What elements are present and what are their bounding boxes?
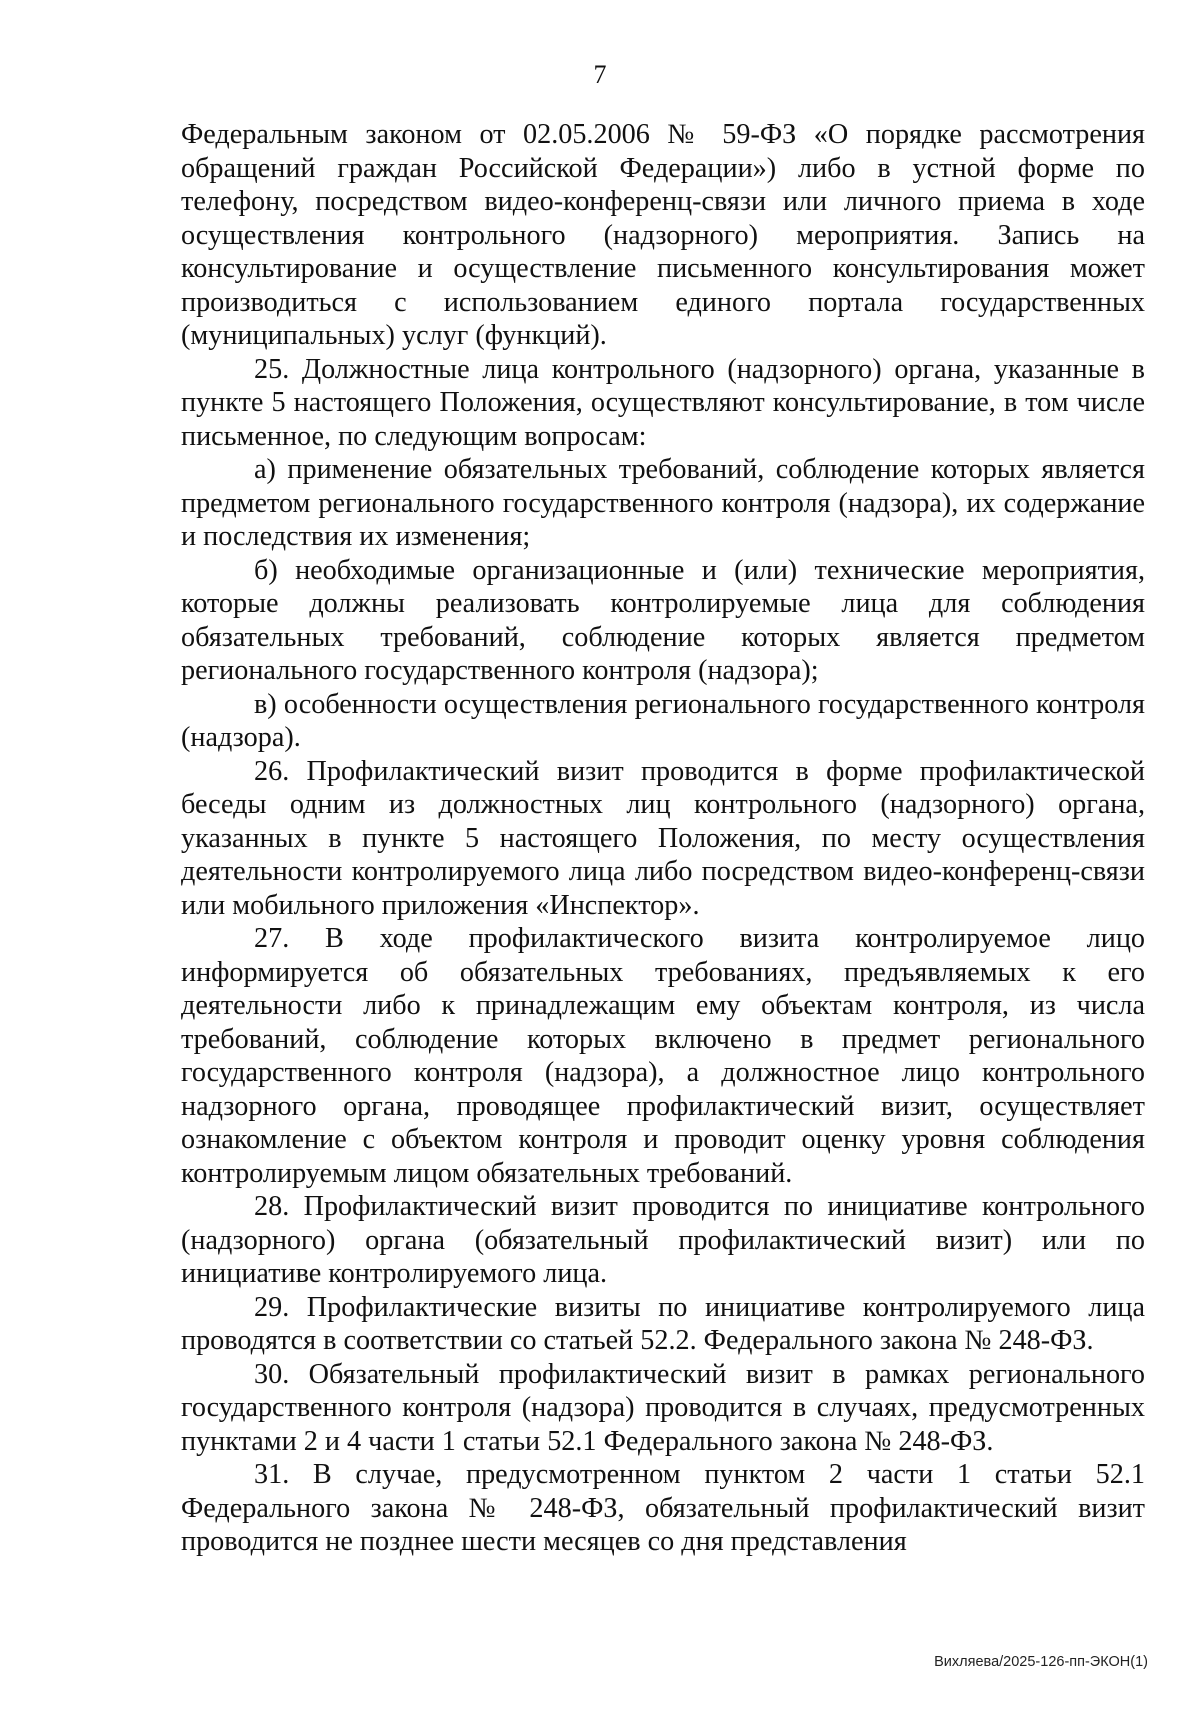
paragraph-31: 31. В случае, предусмотренном пунктом 2 части 1 статьи 52.1 Федерального закона № 248-ФЗ, обязательный профилактический визит проводится не позднее шести месяцев со дня представления (181, 1459, 1145, 1557)
paragraph-30: 30. Обязательный профилактический визит в рамках регионального государственного контроля (надзора) проводится в случаях, предусмотренных пунктами 2 и 4 части 1 статьи 52.1 Федерального закона № 248-ФЗ. (181, 1358, 1145, 1457)
paragraph-29: 29. Профилактические визиты по инициативе контролируемого лица проводятся в соответствии со статьей 52.2. Федерального закона № 248-ФЗ. (181, 1291, 1145, 1356)
document-body (181, 118, 1145, 1559)
paragraph-25-b: б) необходимые организационные и (или) технические мероприятия, которые должны реализовать контролируемые лица для соблюдения обязательных требований, соблюдение которых является предметом регионального государственного контроля (надзора); (181, 554, 1145, 686)
paragraph-27: 27. В ходе профилактического визита контролируемое лицо информируется об обязательных требованиях, предъявляемых к его деятельности либо к принадлежащим ему объектам контроля, из числа требований, соблюдение которых включено в предмет регионального государственного контроля (надзора), а должностное лицо контрольного надзорного органа, проводящее профилактический визит, осуществляет ознакомление с объектом контроля и проводит оценку уровня соблюдения контролируемым лицом обязательных требований. (181, 923, 1145, 1189)
paragraph-25: 25. Должностные лица контрольного (надзорного) органа, указанные в пункте 5 настоящего Положения, осуществляют консультирование, в том числе письменное, по следующим вопросам: (181, 353, 1145, 452)
document-code: Вихляева/2025-126-пп-ЭКОН(1) (934, 1654, 1148, 1670)
paragraph-25-v: в) особенности осуществления регионального государственного контроля (надзора). (181, 688, 1145, 753)
paragraph-continuation: Федеральным законом от 02.05.2006 № 59-ФЗ «О порядке рассмотрения обращений граждан Российской Федерации») либо в устной форме по телефону, посредством видео-конференц-связи или личного приема в ходе осуществления контрольного (надзорного) мероприятия. Запись на консультирование и осуществление письменного консультирования может производиться с использованием единого портала государственных (муниципальных) услуг (функций). (181, 119, 1145, 351)
page-number: 7 (593, 60, 607, 89)
paragraph-25-a: а) применение обязательных требований, соблюдение которых является предметом регионального государственного контроля (надзора), их содержание и последствия их изменения; (181, 454, 1145, 552)
paragraph-28: 28. Профилактический визит проводится по инициативе контрольного (надзорного) органа (обязательный профилактический визит) или по инициативе контролируемого лица. (181, 1191, 1145, 1289)
paragraph-26: 26. Профилактический визит проводится в форме профилактической беседы одним из должностных лиц контрольного (надзорного) органа, указанных в пункте 5 настоящего Положения, по месту осуществления деятельности контролируемого лица либо посредством видео-конференц-связи или мобильного приложения «Инспектор». (181, 755, 1145, 921)
